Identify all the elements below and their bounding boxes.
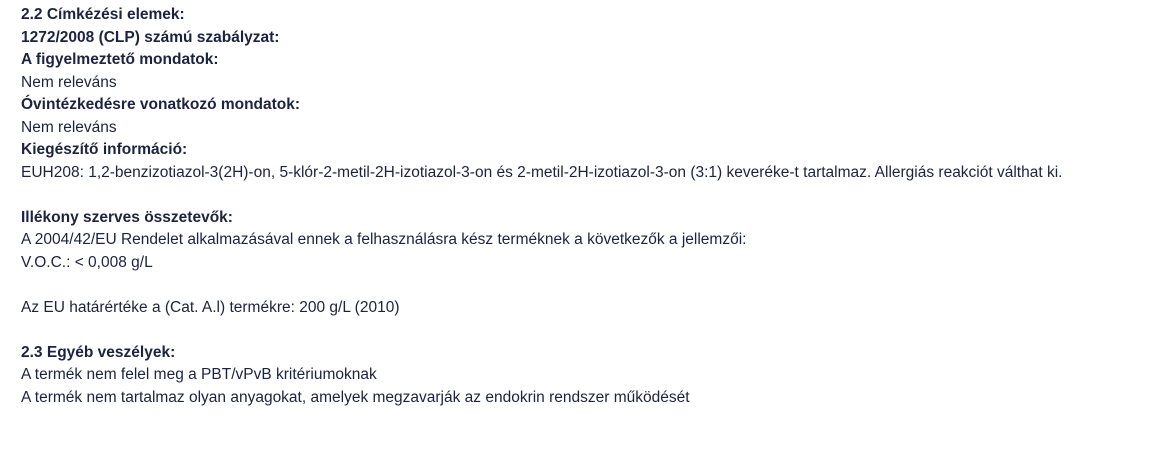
supplementary-info-text: EUH208: 1,2-benzizotiazol-3(2H)-on, 5-klór-2-metil-2H-izotiazol-3-on és 2-metil-2H-izotiazol-3-on (3:1) keveréke-t tartalmaz. Allergiás reakciót válthat ki. [21,163,1063,181]
section-heading-2-3: 2.3 Egyéb veszélyek: [21,343,176,361]
pbt-statement: A termék nem felel meg a PBT/vPvB kritériumoknak [21,366,377,383]
voc-value: V.O.C.: < 0,008 g/L [21,253,153,271]
spacer [21,319,1113,342]
voc-label: Illékony szerves összetevők: [21,208,233,226]
clp-regulation-heading: 1272/2008 (CLP) számú szabályzat: [21,28,280,46]
eu-limit-text: Az EU határértéke a (Cat. A.l) termékre: 200 g/L (2010) [21,298,400,316]
supplementary-info-label: Kiegészítő információ: [21,141,188,158]
section-heading-2-2: 2.2 Címkézési elemek: [21,6,185,23]
endocrine-statement: A termék nem tartalmaz olyan anyagokat, amelyek megzavarják az endokrin rendszer működését [21,388,690,406]
spacer [21,184,1113,207]
hazard-statements-value: Nem releváns [21,73,117,91]
document-body [21,4,1113,409]
precautionary-statements-label: Óvintézkedésre vonatkozó mondatok: [21,96,301,113]
precautionary-statements-value: Nem releváns [21,118,117,136]
spacer [21,274,1113,297]
voc-regulation-text: A 2004/42/EU Rendelet alkalmazásával ennek a felhasználásra kész terméknek a következők a jellemzői: [21,231,747,248]
hazard-statements-label: A figyelmeztető mondatok: [21,51,219,68]
